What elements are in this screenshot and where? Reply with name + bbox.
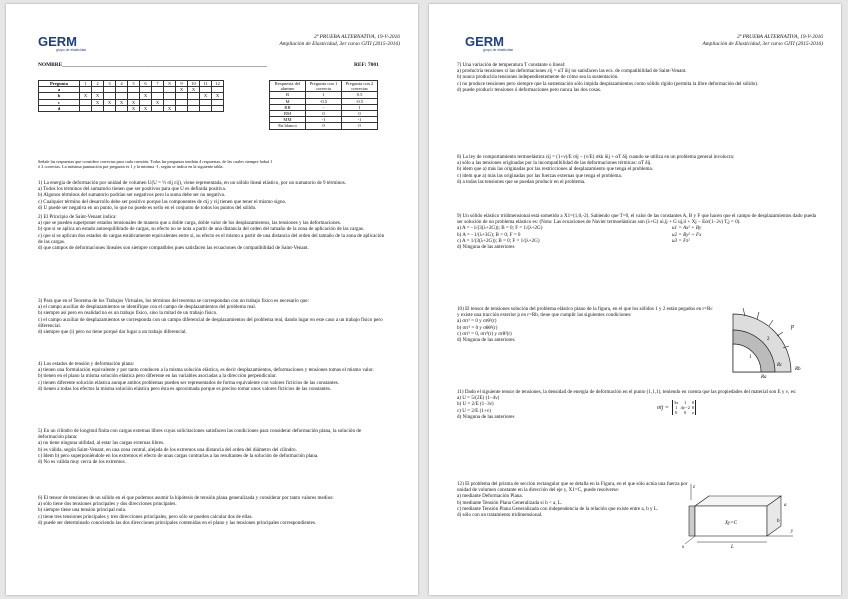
logo-text: GERM bbox=[465, 34, 504, 49]
question-text: 6) El tensor de tensiones de un sólido en el que podemos asumir la hipótesis de tensión plana generalizada y considerar por tanto valores medios: bbox=[38, 495, 334, 501]
option-a: a) no tiene ninguna utilidad, al estar las cargas externas libres. bbox=[38, 440, 165, 447]
label-ra: Ra bbox=[761, 375, 767, 380]
question-text: 12) El problema del prisma de sección rectangular que se detalla en la Figura, en el que sólo actúa una fuerza por unidad de volumen constante en la dirección del eje y, X1=C, puede resolverse: bbox=[457, 481, 688, 494]
prism-body bbox=[689, 496, 781, 536]
label-rc: Rc bbox=[777, 363, 783, 368]
option-b: b) que si se aplica un estado autoequilibrado de cargas, su efecto no se nota a partir de una distancia del orden del tamaño de la zona de aplicación de las cargas. bbox=[38, 226, 365, 233]
label-x: x bbox=[682, 545, 685, 550]
option-c: c) tiene tres tensiones principales y tres direcciones principales, pero sólo se pueden calcular dos de ellas. bbox=[38, 513, 253, 520]
answer-grid-row: b X X X X X bbox=[39, 93, 224, 99]
label-solid-2: 2 bbox=[767, 337, 770, 342]
option-a: a) sólo a las tensiones originadas por la incompatibilidad de las deformaciones térmicas: αT δij. bbox=[457, 160, 652, 167]
option-c: c) A = 1/(3(λ+2G)); B = 0; F = 1/(λ+2G) bbox=[457, 237, 540, 244]
answer-grid bbox=[38, 80, 224, 112]
question-text: 7) Una variación de temperatura T constante o lineal: bbox=[457, 62, 566, 68]
option-c: c) tienen diferente solución elástica aunque ambos problemas pueden ser representados de forma equivalente con valores ficticios de las constantes. bbox=[38, 379, 339, 386]
option-d: d) puede ser determinado conociendo las dos direcciones principales contenidas en el plano y las tensiones principales correspondientes. bbox=[38, 519, 317, 526]
answer-grid-row: c X X X X X bbox=[39, 99, 224, 105]
logo-subtext: grupo de elasticidad bbox=[56, 48, 86, 52]
label-solid-1: 1 bbox=[749, 355, 752, 360]
course-title: Ampliación de Elasticidad, 3er curso GITI (2015-2016) bbox=[279, 41, 400, 47]
option-c: c) mediante Tensión Plana Generalizada con independencia de la relación que existe entre a, b y L. bbox=[457, 505, 659, 512]
label-z: z bbox=[693, 485, 695, 490]
option-d: d) puede producir tensiones ó deformaciones pero nunca las dos cosas. bbox=[457, 86, 602, 93]
label-l: L bbox=[731, 545, 734, 550]
option-a: a) sólo tiene dos tensiones principales y dos direcciones principales. bbox=[38, 501, 177, 508]
option-a: a) que se pueden superponer estados tensionales de manera que a doble carga, doble valor de los desplazamientos, las tensiones y las deformaciones. bbox=[38, 220, 342, 227]
option-c: c) Cualquier término del desarrollo debe ser positivo porque las componentes de σij y εij tienen que tener el mismo signo. bbox=[38, 198, 287, 205]
option-c: c) idem que a) más las originadas por las fuerzas externas que tenga el problema. bbox=[457, 172, 623, 179]
option-b: b) es válida, según Saint-Venant, en una zona central, alejada de los extremos una distancia del orden del diámetro del cilindro. bbox=[38, 446, 297, 453]
stress-tensor bbox=[657, 395, 696, 420]
label-a: a bbox=[784, 503, 787, 508]
option-d: d) siempre que (i) pero no tiene porqué dar lugar a un trabajo diferencial. bbox=[38, 329, 187, 336]
option-d: d) Ninguna de las anteriores. bbox=[457, 337, 516, 344]
option-b: b) Algunos términos del sumatorio podrían ser negativos pero la suma debe ser no negativa. bbox=[38, 192, 226, 199]
option-c: c) Idem b) pero superponiéndole en los extremos el efecto de unas cargas contrarias a las resultantes de la solución de deformación plana. bbox=[38, 452, 319, 459]
question-6 bbox=[38, 495, 388, 526]
question-text: 1) La energía de deformación por unidad de volumen U(U = ½ σij εij), viene representada, en un sólido lineal elástico, por un sumatorio de 9 términos. bbox=[38, 180, 346, 186]
question-7 bbox=[457, 62, 817, 93]
option-b: b) mediante Tensión Plana Generalizada si b < a, L. bbox=[457, 499, 563, 506]
question-2 bbox=[38, 214, 388, 251]
option-b: b) tienen en el plano la misma solución elástica pero diferente en las variables asociadas a la dirección perpendicular. bbox=[38, 373, 277, 380]
option-d: d) tienen a todas los efectos la misma solución elástica pero ésta es aproximada porque es preciso tomar unos valores ficticios de las constantes. bbox=[38, 385, 332, 392]
option-b: b) U = 2/E (1−3ν) bbox=[457, 401, 494, 408]
option-d: d) U puede ser negativa en un punto, lo que no puede es serlo en el conjunto de todos los puntos del sólido. bbox=[38, 204, 257, 211]
sigma-symbol: σij = bbox=[657, 404, 669, 411]
option-c: c) no produce tensiones pero siempre que la sustentación sólo impida desplazamientos como sólido rígido (permita la libre deformación del sólido). bbox=[457, 80, 759, 87]
answer-grid-row: d X X X bbox=[39, 105, 224, 111]
option-d: d) que campos de deformaciones lineales son siempre compatibles pues satisfacen las ecuaciones de compatibilidad de Saint-Venant. bbox=[38, 245, 309, 252]
question-text: 8) La ley de comportamiento termoelástica εij = (1+ν)/E σij − (ν/E) σkk δij + αT δij cuando se utiliza en un problema general involucra: bbox=[457, 154, 735, 160]
question-5 bbox=[38, 428, 388, 465]
option-d: d) No es válida muy cerca de los extremos. bbox=[38, 459, 126, 466]
displacement-field: u1 = Ax² + By u2 = By² + Fx u3 = Fz² bbox=[672, 225, 702, 244]
germ-logo bbox=[465, 34, 513, 52]
germ-logo bbox=[38, 34, 86, 52]
option-a: a) produciría tensiones si las deformaciones εij = αT δij no satisfacen las ecs. de compatibilidad de Saint-Venant. bbox=[457, 68, 687, 75]
course-title: Ampliación de Elasticidad, 3er curso GITI (2015-2016) bbox=[702, 41, 823, 47]
question-text: 9) Un sólido elástico tridimensional está sometido a X1=(1,0,-2). Sabiendo que T=0, el valor de las constantes A, B y F que hacen que el campo de desplazamientos dado pueda ser solución de un problema elástico es: (Nota: Las ecuaciones de Navier termoelásticas son (λ+G) ui,ij + G uj,ii + Xj − Eα/(1−2ν) T,j = 0). bbox=[457, 213, 817, 226]
option-d: d) Ninguna de las anteriores bbox=[457, 244, 515, 251]
option-b: b) siempre así pero en realidad no es un trabajo físico, sino la mitad de un trabajo físico. bbox=[38, 310, 218, 317]
question-12 bbox=[457, 481, 689, 518]
option-b: b) siempre tiene una tensión principal nula. bbox=[38, 507, 127, 514]
question-11 bbox=[457, 389, 817, 420]
option-a: a) Todos los términos del sumatorio tienen que ser positivos para que U es definida positiva. bbox=[38, 186, 226, 193]
answer-grid-header: Pregunta 1 2 3 4 5 6 7 8 9 10 11 12 bbox=[39, 81, 224, 87]
question-9 bbox=[457, 213, 817, 250]
question-4 bbox=[38, 361, 388, 392]
question-text: 10) El tensor de tensiones solución del problema elástico plano de la figura, en el que los sólidos 1 y 2 están pegados en r=Rc y existe una tracción exterior p en r=Rb, tiene que cumplir las siguientes condiciones: bbox=[457, 306, 713, 319]
option-a: a) A = −1/(3(λ+2G)); B = 0; F = 1/(λ+2G) bbox=[457, 225, 543, 232]
option-d: d) sólo con un tratamiento tridimensional. bbox=[457, 512, 543, 519]
question-1 bbox=[38, 180, 388, 211]
reference-label: REF: 7001 bbox=[354, 62, 379, 68]
question-8 bbox=[457, 154, 817, 185]
label-y: y bbox=[791, 529, 794, 534]
exam-page-2 bbox=[429, 4, 841, 595]
instructions-text: Señale las respuestas que considere correctas para cada cuestión. Todas las preguntas tendrán 4 respuestas, de las cuales siempre habrá 1 ó 2 correctas. La máxima puntuación por pregunta es 1 y la mínima -1, según se indica en la siguiente tabla. bbox=[38, 159, 273, 170]
student-name-field[interactable]: NOMBRE____________________________________________________________________________ bbox=[38, 62, 268, 68]
question-text: 3) Para que en el Teorema de los Trabajos Virtuales, los términos del teorema se correspondan con un trabajo físico es necesario que: bbox=[38, 298, 309, 304]
label-force: Xy=C bbox=[725, 521, 737, 526]
option-b: b) nunca produciría tensiones independientemente de cómo sea la sustentación. bbox=[457, 74, 619, 81]
option-d: d) Ninguna de las anteriores bbox=[457, 413, 515, 420]
option-b: b) idem que a) más las originadas por las restricciones al desplazamiento que tenga el problema. bbox=[457, 166, 654, 173]
annular-solid-figure bbox=[721, 306, 821, 380]
page-header bbox=[279, 34, 400, 48]
option-b: b) A = −1/(λ+3G); B = 0; F = 0 bbox=[457, 231, 521, 238]
option-a: a) el campo auxiliar de desplazamientos se identifique con el campo de desplazamientos del problema real. bbox=[38, 304, 257, 311]
option-c: c) que si se aplican dos estados de cargas estáticamente equivalentes entre sí, su efecto es el mismo a partir de una distancia del orden del tamaño de la zona de aplicación de las cargas. bbox=[38, 232, 385, 245]
stress-matrix: 3x 1 0 1 4y−2 0 0 0 z bbox=[673, 399, 695, 416]
logo-text: GERM bbox=[38, 34, 77, 49]
option-a: a) tienen una formulación equivalente y por tanto conducen a la misma solución elástica, es decir desplazamientos, deformaciones y tensiones tomas el mismo valor. bbox=[38, 367, 374, 374]
question-text: 4) Los estados de tensión y deformación plana: bbox=[38, 361, 135, 367]
exam-title: 2ª PRUEBA ALTERNATIVA, 19-V-2016 bbox=[737, 34, 823, 40]
question-text: 5) En un cilindro de longitud finita con cargas externas libres cuyas solicitaciones satisfacen las condiciones para considerar deformación plana, la solución de deformación plana: bbox=[38, 428, 362, 441]
question-10 bbox=[457, 306, 715, 343]
prism-figure bbox=[681, 480, 821, 550]
label-rb: Rb bbox=[795, 367, 801, 372]
scoring-table: Respuesta del alumno Pregunta con 1 correcta Pregunta con 2 correctas B 1 0.5 M -0.5 -0.5 BB - 1 BM 0 0 MM -1 -1 En blanco 0 0 bbox=[269, 80, 378, 130]
question-text: 11) Dado el siguiente tensor de tensiones, la densidad de energía de deformación en el punto (1,1,1), teniendo en cuenta que las propiedades del material son E y ν, es: bbox=[457, 389, 797, 395]
option-a: a) σrr¹ = 0 y σrθ²(r) bbox=[457, 318, 497, 325]
option-c: c) U = 2/E (1+ν) bbox=[457, 407, 491, 414]
exam-title: 2ª PRUEBA ALTERNATIVA, 19-V-2016 bbox=[314, 34, 400, 40]
label-p: p bbox=[791, 324, 794, 330]
option-c: c) el campo auxiliar de desplazamientos se corresponda con un campo diferencial de desplazamientos del problema real, dando lugar en este caso a un trabajo físico pero diferencial. bbox=[38, 316, 383, 329]
option-a: a) mediante Deformación Plana. bbox=[457, 493, 523, 500]
option-d: d) a todas las tensiones que se puedan producir en el problema. bbox=[457, 178, 586, 185]
answer-grid-row: a X X bbox=[39, 87, 224, 93]
option-a: a) U = 5/(2E) (1−4ν) bbox=[457, 395, 500, 402]
label-b: b bbox=[777, 519, 780, 524]
question-3 bbox=[38, 298, 388, 335]
logo-subtext: grupo de elasticidad bbox=[483, 48, 513, 52]
page-header bbox=[702, 34, 823, 48]
exam-page-1 bbox=[6, 4, 418, 595]
question-text: 2) El Principio de Saint-Venant indica: bbox=[38, 214, 117, 220]
option-c: c) σrr¹ = 0, σrr²(r) y σrθ²(r) bbox=[457, 330, 512, 337]
option-b: b) σrr¹ = 0 y σθθ²(r) bbox=[457, 324, 498, 331]
